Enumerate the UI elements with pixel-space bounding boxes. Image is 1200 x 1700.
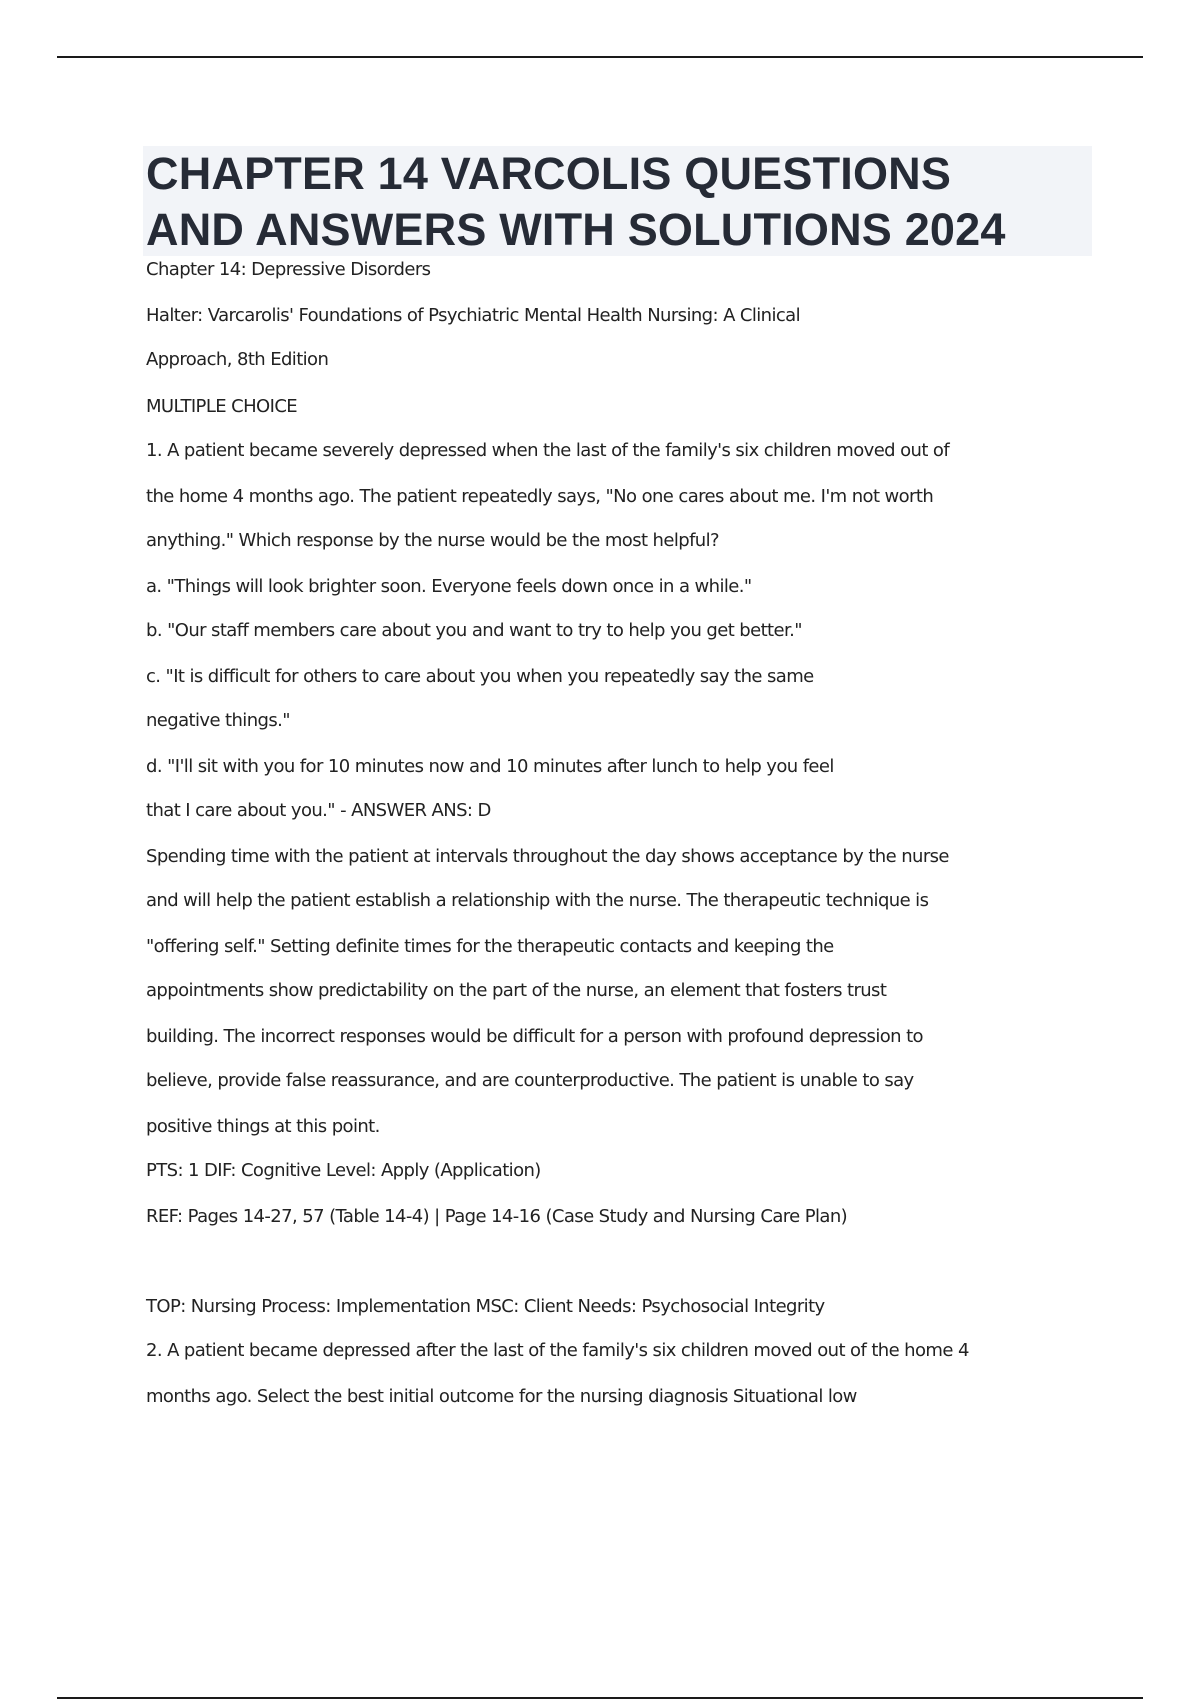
document-body: [146, 254, 1146, 1425]
section-heading: MULTIPLE CHOICE: [146, 396, 298, 417]
q1-rationale-line: and will help the patient establish a relationship with the nurse. The therapeutic technique is: [146, 890, 929, 911]
q1-rationale-line: positive things at this point.: [146, 1116, 380, 1137]
chapter-heading: Chapter 14: Depressive Disorders: [146, 259, 431, 280]
q1-stem-line: the home 4 months ago. The patient repeatedly says, "No one cares about me. I'm not worth: [146, 486, 934, 507]
q2-stem-line: months ago. Select the best initial outcome for the nursing diagnosis Situational low: [146, 1386, 857, 1407]
source-line-1: Halter: Varcarolis' Foundations of Psychiatric Mental Health Nursing: A Clinical: [146, 305, 801, 326]
q1-option-a: a. "Things will look brighter soon. Everyone feels down once in a while.": [146, 576, 752, 597]
q1-stem-line: 1. A patient became severely depressed when the last of the family's six children moved out of: [146, 440, 950, 461]
bottom-divider: [57, 1697, 1143, 1699]
q2-stem-line: 2. A patient became depressed after the last of the family's six children moved out of the home 4: [146, 1340, 969, 1361]
q1-rationale-line: appointments show predictability on the part of the nurse, an element that fosters trust: [146, 980, 887, 1001]
q1-rationale-line: building. The incorrect responses would be difficult for a person with profound depression to: [146, 1026, 923, 1047]
q1-top: TOP: Nursing Process: Implementation MSC: Client Needs: Psychosocial Integrity: [146, 1296, 825, 1317]
q1-ref: REF: Pages 14-27, 57 (Table 14-4) | Page 14-16 (Case Study and Nursing Care Plan): [146, 1206, 848, 1227]
title-line-1: CHAPTER 14 VARCOLIS QUESTIONS: [146, 148, 952, 199]
q1-option-d: d. "I'll sit with you for 10 minutes now and 10 minutes after lunch to help you feel: [146, 756, 834, 777]
q1-option-d-answer: that I care about you." - ANSWER ANS: D: [146, 800, 491, 821]
q1-option-b: b. "Our staff members care about you and want to try to help you get better.": [146, 620, 802, 641]
q1-rationale-line: Spending time with the patient at intervals throughout the day shows acceptance by the nurse: [146, 846, 949, 867]
source-line-2: Approach, 8th Edition: [146, 349, 329, 370]
q1-rationale-line: believe, provide false reassurance, and are counterproductive. The patient is unable to say: [146, 1070, 914, 1091]
top-divider: [57, 56, 1143, 58]
q1-pts: PTS: 1 DIF: Cognitive Level: Apply (Application): [146, 1160, 541, 1181]
q1-option-c-cont: negative things.": [146, 710, 290, 731]
title-line-2: AND ANSWERS WITH SOLUTIONS 2024: [146, 204, 1006, 255]
q1-option-c: c. "It is difficult for others to care about you when you repeatedly say the same: [146, 666, 814, 687]
q1-rationale-line: "offering self." Setting definite times for the therapeutic contacts and keeping the: [146, 936, 834, 957]
q1-stem-line: anything." Which response by the nurse would be the most helpful?: [146, 530, 719, 551]
document-title: [143, 146, 1092, 256]
